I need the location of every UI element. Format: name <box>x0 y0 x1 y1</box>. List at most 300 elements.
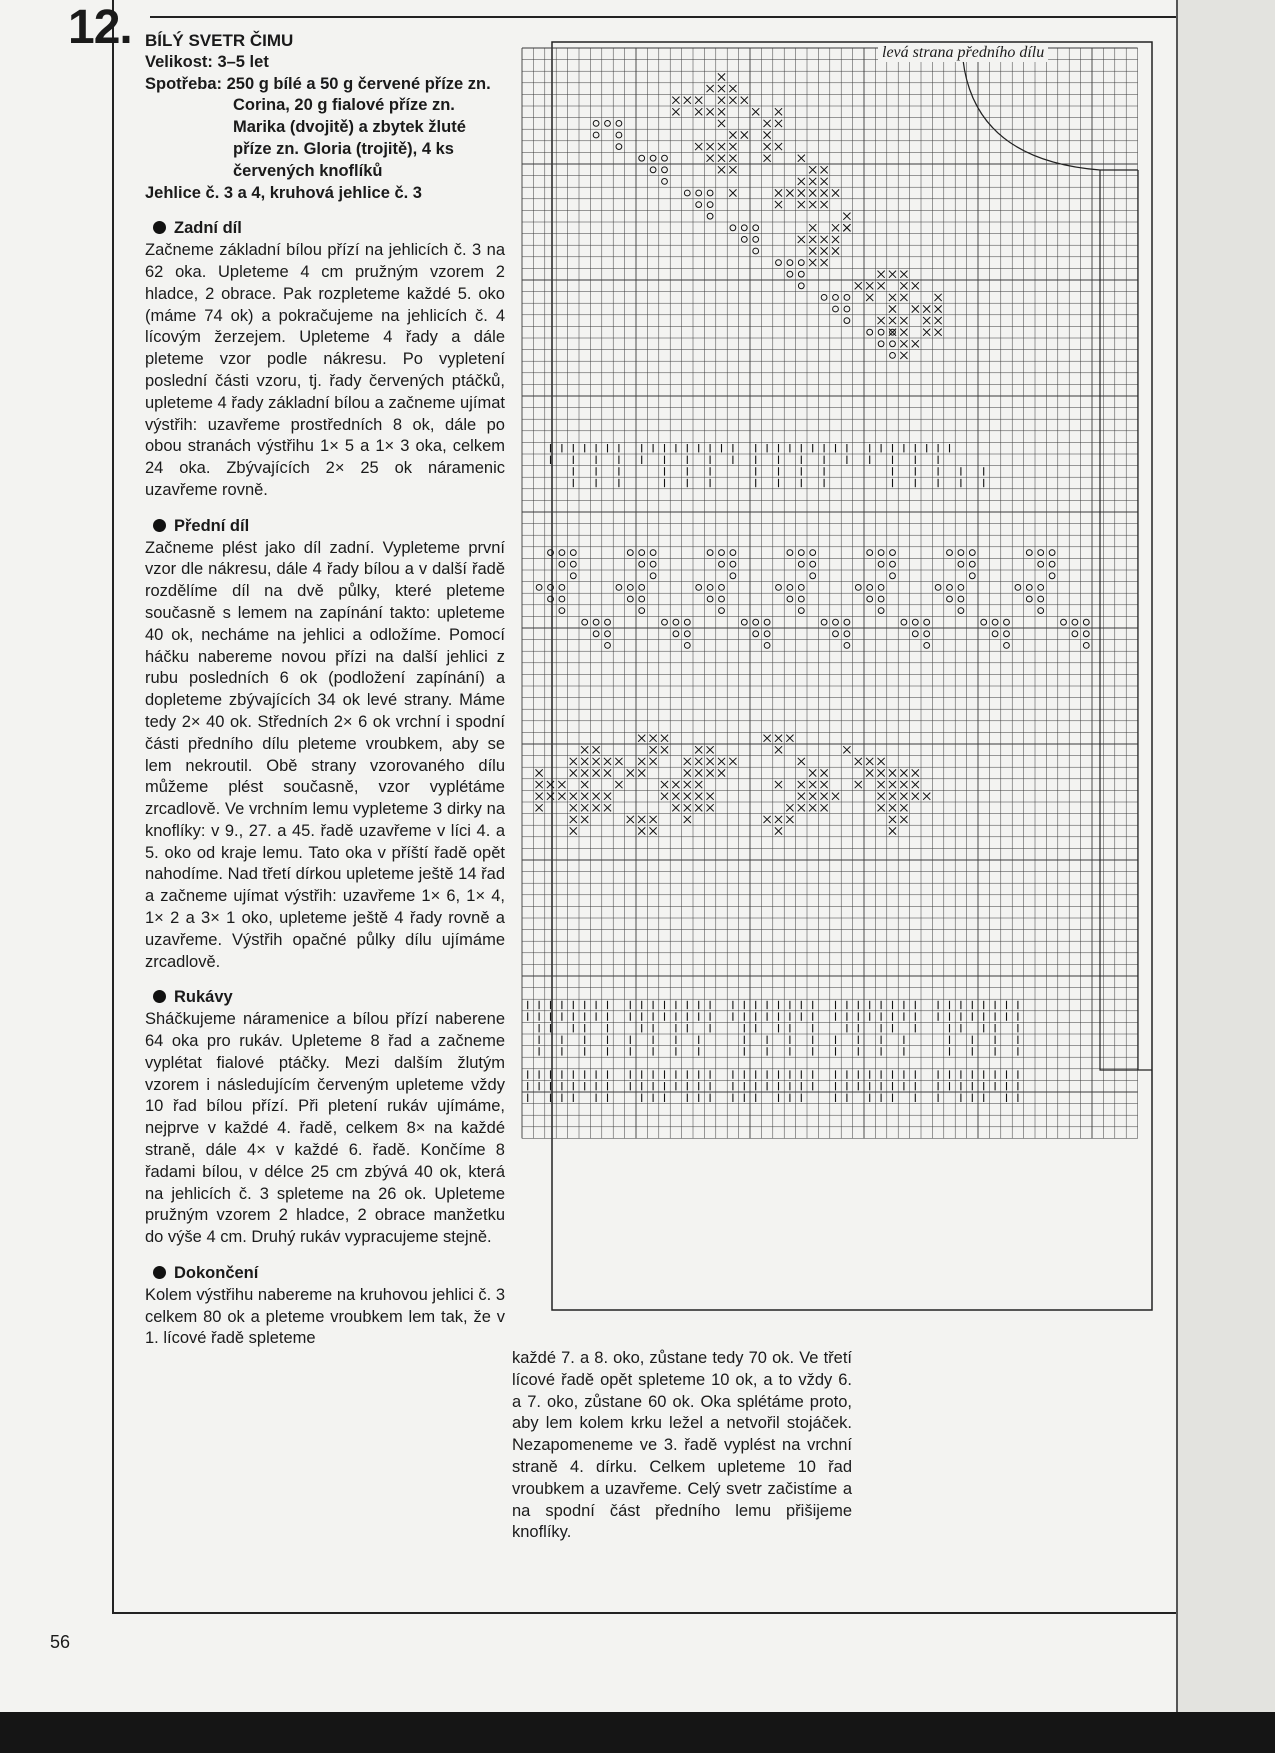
stitch-mark-purple <box>730 573 736 579</box>
stitch-mark-purple <box>673 631 679 637</box>
stitch-mark-purple <box>1049 561 1055 567</box>
stitch-mark-red <box>707 804 714 811</box>
stitch-mark-red <box>661 781 668 788</box>
stitch-mark-purple <box>559 585 565 591</box>
stitch-mark-red <box>775 735 782 742</box>
stitch-mark-purple <box>844 643 850 649</box>
stitch-mark-purple <box>947 550 953 556</box>
stitch-mark-purple <box>605 643 611 649</box>
stitch-mark-purple <box>1072 619 1078 625</box>
stitch-mark-purple <box>696 202 702 208</box>
stitch-mark-red <box>900 329 907 336</box>
stitch-mark-red <box>695 108 702 115</box>
stitch-mark-purple <box>570 573 576 579</box>
stitch-mark-purple <box>878 585 884 591</box>
stitch-mark-purple <box>616 132 622 138</box>
stitch-mark-red <box>900 317 907 324</box>
stitch-mark-purple <box>650 550 656 556</box>
stitch-mark-red <box>878 781 885 788</box>
stitch-mark-red <box>798 236 805 243</box>
stitch-mark-red <box>900 271 907 278</box>
stitch-mark-red <box>809 178 816 185</box>
stitch-mark-purple <box>867 550 873 556</box>
stitch-mark-red <box>786 804 793 811</box>
stitch-mark-red <box>729 758 736 765</box>
stitch-mark-red <box>581 781 588 788</box>
stitch-mark-purple <box>981 619 987 625</box>
size-line: Velikost: 3–5 let <box>145 52 269 71</box>
stitch-mark-red <box>821 236 828 243</box>
stitch-mark-red <box>638 735 645 742</box>
stitch-mark-red <box>684 758 691 765</box>
stitch-mark-red <box>809 247 816 254</box>
stitch-mark-red <box>707 746 714 753</box>
stitch-mark-red <box>718 97 725 104</box>
stitch-mark-red <box>923 317 930 324</box>
stitch-mark-red <box>661 793 668 800</box>
stitch-mark-purple <box>559 550 565 556</box>
stitch-mark-red <box>786 189 793 196</box>
stitch-mark-purple <box>787 260 793 266</box>
stitch-mark-purple <box>912 631 918 637</box>
stitch-mark-red <box>684 804 691 811</box>
stitch-mark-red <box>741 131 748 138</box>
stitch-mark-purple <box>582 619 588 625</box>
stitch-mark-purple <box>707 585 713 591</box>
stitch-mark-red <box>536 781 543 788</box>
stitch-mark-red <box>615 758 622 765</box>
stitch-mark-red <box>604 769 611 776</box>
stitch-mark-red <box>729 97 736 104</box>
stitch-mark-purple <box>650 155 656 161</box>
stitch-mark-red <box>889 294 896 301</box>
stitch-mark-purple <box>719 608 725 614</box>
stitch-mark-purple <box>616 585 622 591</box>
stitch-mark-red <box>809 793 816 800</box>
section-text: Začneme plést jako díl zadní. Vypleteme první vzor dle nákresu, dále 4 řady bílou a v další řadě rozdělíme díl na dvě půlky, které pleteme současně s lemem na zapínání takto: upleteme 40 ok, necháme na jehlici a odložíme. Pomocí háčku nabereme novou přízi na další jehlici z rubu posledních 6 ok (podložení zapínání) a dopleteme zbývajících 34 ok levé strany. Máme tedy 2× 40 ok. Středních 2× 6 ok vrchní i spodní části předního dílu pleteme vroubkem, aby se lem nekroutil. Obě strany vzorovaného dílu můžeme plést současně, vzor vyplétáme zrcadlově. Ve vrchním lemu vypleteme 3 dirky na knoflíky: v 9., 27. a 45. řadě uzavřeme v líci 4. a 5. oko od kraje lemu. Tato oka v příští řadě opět nahodíme. Nad třetí dírkou upleteme ještě 14 řad a začneme ujímat výstřih: uzavřeme 1× 6, 1× 4, 1× 2 a 3× 1 oko, upleteme ještě 4 řady rovně a uzavřeme. Výstřih opačné půlky dílu ujímáme zrcadlově. <box>145 538 505 971</box>
stitch-mark-red <box>570 769 577 776</box>
stitch-mark-red <box>889 827 896 834</box>
stitch-mark-purple <box>753 237 759 243</box>
stitch-mark-purple <box>798 608 804 614</box>
stitch-mark-purple <box>924 643 930 649</box>
stitch-mark-red <box>558 781 565 788</box>
stitch-mark-red <box>912 793 919 800</box>
stitch-mark-purple <box>639 585 645 591</box>
stitch-mark-purple <box>650 167 656 173</box>
stitch-mark-red <box>775 143 782 150</box>
stitch-mark-red <box>638 816 645 823</box>
stitch-mark-red <box>638 769 645 776</box>
stitch-mark-red <box>707 758 714 765</box>
stitch-mark-red <box>661 735 668 742</box>
stitch-mark-red <box>684 793 691 800</box>
stitch-mark-red <box>900 340 907 347</box>
stitch-mark-purple <box>947 585 953 591</box>
stitch-mark-red <box>604 804 611 811</box>
stitch-mark-red <box>798 781 805 788</box>
stitch-mark-purple <box>730 550 736 556</box>
stitch-mark-red <box>536 804 543 811</box>
stitch-mark-red <box>878 282 885 289</box>
stitch-mark-purple <box>810 573 816 579</box>
stitch-mark-red <box>729 166 736 173</box>
stitch-mark-purple <box>798 596 804 602</box>
stitch-mark-red <box>923 793 930 800</box>
stitch-mark-red <box>581 804 588 811</box>
section-heading: Zadní díl <box>145 218 505 240</box>
stitch-mark-red <box>718 769 725 776</box>
stitch-mark-purple <box>684 643 690 649</box>
stitch-mark-red <box>695 758 702 765</box>
stitch-mark-red <box>695 97 702 104</box>
stitch-mark-purple <box>890 561 896 567</box>
stitch-mark-red <box>707 769 714 776</box>
stitch-mark-purple <box>730 225 736 231</box>
stitch-mark-red <box>821 781 828 788</box>
stitch-mark-purple <box>924 619 930 625</box>
stitch-mark-purple <box>969 561 975 567</box>
stitch-mark-red <box>547 781 554 788</box>
stitch-mark-red <box>878 793 885 800</box>
stitch-mark-red <box>650 827 657 834</box>
stitch-mark-purple <box>821 619 827 625</box>
stitch-mark-red <box>638 827 645 834</box>
stitch-mark-purple <box>753 225 759 231</box>
stitch-mark-purple <box>605 619 611 625</box>
stitch-mark-red <box>866 769 873 776</box>
stitch-mark-purple <box>912 619 918 625</box>
stitch-mark-purple <box>798 585 804 591</box>
stitch-mark-red <box>672 781 679 788</box>
stitch-mark-purple <box>639 596 645 602</box>
stitch-mark-red <box>775 189 782 196</box>
stitch-mark-red <box>798 189 805 196</box>
stitch-mark-purple <box>684 190 690 196</box>
stitch-mark-purple <box>992 619 998 625</box>
stitch-mark-purple <box>844 631 850 637</box>
consumption-line: Spotřeba: 250 g bílé a 50 g červené příze zn. Corina, 20 g fialové příze zn. Marika (dvojitě) a zbytek žluté příze zn. Gloria (trojitě), 4 ks červených knoflíků <box>145 74 491 180</box>
stitch-mark-red <box>775 816 782 823</box>
stitch-mark-purple <box>878 561 884 567</box>
stitch-mark-purple <box>798 550 804 556</box>
stitch-mark-red <box>912 282 919 289</box>
stitch-mark-red <box>809 201 816 208</box>
stitch-mark-purple <box>593 132 599 138</box>
stitch-mark-red <box>650 735 657 742</box>
stitch-mark-red <box>912 769 919 776</box>
stitch-mark-red <box>809 804 816 811</box>
stitch-mark-purple <box>707 596 713 602</box>
stitch-mark-red <box>729 143 736 150</box>
stitch-mark-red <box>878 271 885 278</box>
stitch-mark-purple <box>1083 619 1089 625</box>
stitch-mark-red <box>650 816 657 823</box>
stitch-mark-red <box>764 735 771 742</box>
stitch-mark-purple <box>741 619 747 625</box>
stitch-mark-red <box>627 816 634 823</box>
stitch-mark-red <box>672 97 679 104</box>
stitch-mark-purple <box>787 271 793 277</box>
stitch-mark-red <box>570 804 577 811</box>
stitch-mark-purple <box>878 329 884 335</box>
stitch-mark-red <box>695 781 702 788</box>
stitch-mark-red <box>889 804 896 811</box>
stitch-mark-red <box>695 804 702 811</box>
stitch-mark-red <box>593 769 600 776</box>
stitch-mark-purple <box>878 550 884 556</box>
stitch-mark-purple <box>867 596 873 602</box>
stitch-mark-purple <box>890 353 896 359</box>
stitch-mark-red <box>581 746 588 753</box>
stitch-mark-red <box>581 816 588 823</box>
stitch-mark-red <box>707 108 714 115</box>
stitch-mark-purple <box>1004 643 1010 649</box>
stitch-mark-red <box>855 758 862 765</box>
stitch-mark-red <box>889 769 896 776</box>
stitch-mark-red <box>764 143 771 150</box>
stitch-mark-purple <box>798 260 804 266</box>
stitch-mark-purple <box>821 295 827 301</box>
stitch-mark-purple <box>833 631 839 637</box>
stitch-mark-purple <box>719 596 725 602</box>
stitch-mark-purple <box>878 596 884 602</box>
stitch-mark-purple <box>867 329 873 335</box>
stitch-mark-purple <box>707 213 713 219</box>
stitch-mark-purple <box>890 573 896 579</box>
stitch-mark-red <box>889 781 896 788</box>
stitch-mark-purple <box>958 596 964 602</box>
stitch-mark-red <box>707 155 714 162</box>
chart-label: levá strana předního dílu <box>878 44 1048 62</box>
stitch-mark-purple <box>1049 573 1055 579</box>
stitch-mark-purple <box>593 619 599 625</box>
stitch-mark-red <box>900 352 907 359</box>
needles-line: Jehlice č. 3 a 4, kruhová jehlice č. 3 <box>145 183 422 202</box>
stitch-mark-red <box>718 73 725 80</box>
stitch-mark-purple <box>662 619 668 625</box>
stitch-mark-red <box>866 282 873 289</box>
stitch-mark-purple <box>890 550 896 556</box>
stitch-mark-red <box>570 758 577 765</box>
stitch-mark-purple <box>764 643 770 649</box>
stitch-mark-red <box>821 804 828 811</box>
stitch-mark-purple <box>844 306 850 312</box>
stitch-mark-purple <box>1038 585 1044 591</box>
stitch-mark-purple <box>958 550 964 556</box>
stitch-mark-purple <box>593 631 599 637</box>
stitch-mark-purple <box>741 225 747 231</box>
stitch-mark-red <box>558 793 565 800</box>
stitch-mark-red <box>923 329 930 336</box>
stitch-mark-purple <box>947 596 953 602</box>
stitch-mark-purple <box>707 190 713 196</box>
stitch-mark-red <box>832 793 839 800</box>
stitch-mark-red <box>707 85 714 92</box>
stitch-mark-red <box>695 143 702 150</box>
stitch-mark-purple <box>650 573 656 579</box>
stitch-mark-red <box>695 793 702 800</box>
article-number: 12. <box>68 1 132 54</box>
stitch-mark-red <box>604 793 611 800</box>
stitch-mark-purple <box>798 283 804 289</box>
stitch-mark-purple <box>719 550 725 556</box>
stitch-mark-purple <box>1083 643 1089 649</box>
stitch-mark-red <box>764 120 771 127</box>
stitch-mark-red <box>866 758 873 765</box>
stitch-mark-red <box>878 758 885 765</box>
stitch-mark-red <box>843 746 850 753</box>
stitch-mark-red <box>581 793 588 800</box>
stitch-mark-purple <box>787 585 793 591</box>
stitch-mark-red <box>638 758 645 765</box>
stitch-mark-red <box>729 131 736 138</box>
stitch-mark-purple <box>753 619 759 625</box>
article-title: BÍLÝ SVETR ČIMU <box>145 31 294 50</box>
stitch-mark-red <box>718 85 725 92</box>
stitch-mark-purple <box>1072 631 1078 637</box>
stitch-mark-purple <box>764 619 770 625</box>
section-heading: Přední díl <box>145 516 505 538</box>
stitch-mark-red <box>615 781 622 788</box>
stitch-mark-red <box>775 781 782 788</box>
stitch-mark-red <box>935 317 942 324</box>
stitch-mark-red <box>809 259 816 266</box>
stitch-mark-red <box>912 340 919 347</box>
stitch-mark-purple <box>1026 596 1032 602</box>
stitch-mark-red <box>900 793 907 800</box>
stitch-mark-red <box>718 108 725 115</box>
stitch-mark-purple <box>1038 550 1044 556</box>
stitch-mark-red <box>604 758 611 765</box>
stitch-mark-purple <box>855 585 861 591</box>
stitch-mark-purple <box>627 550 633 556</box>
stitch-mark-purple <box>696 585 702 591</box>
stitch-mark-red <box>672 793 679 800</box>
stitch-mark-purple <box>707 202 713 208</box>
stitch-mark-purple <box>593 121 599 127</box>
stitch-mark-purple <box>958 608 964 614</box>
stitch-mark-red <box>935 329 942 336</box>
stitch-mark-red <box>707 793 714 800</box>
stitch-mark-red <box>821 189 828 196</box>
stitch-mark-purple <box>776 260 782 266</box>
stitch-mark-red <box>741 97 748 104</box>
stitch-mark-purple <box>935 585 941 591</box>
chart-frame <box>552 42 1152 1310</box>
stitch-mark-red <box>581 769 588 776</box>
stitch-mark-red <box>775 120 782 127</box>
stitch-mark-red <box>684 816 691 823</box>
page-number: 56 <box>50 1632 71 1652</box>
stitch-mark-red <box>729 189 736 196</box>
stitch-mark-purple <box>559 608 565 614</box>
stitch-mark-purple <box>901 619 907 625</box>
stitch-mark-red <box>900 282 907 289</box>
continuation-text: každé 7. a 8. oko, zůstane tedy 70 ok. Ve třetí lícové řadě opět spleteme 10 ok, a to vždy 6. a 7. oko, zůstane 60 ok. Oka splétáme proto, aby lem kolem krku ležel a netvořil stojáček. Nezapomeneme ve 3. řadě vyplést na vrchní straně 4. dírku. Celkem upleteme 10 řad vroubkem a uzavřeme. Celý svetr začistíme a na spodní část předního lemu přišijeme knoflíky. <box>512 1349 852 1542</box>
stitch-mark-red <box>570 816 577 823</box>
stitch-mark-red <box>786 816 793 823</box>
stitch-mark-red <box>672 108 679 115</box>
stitch-mark-purple <box>810 550 816 556</box>
stitch-mark-red <box>900 816 907 823</box>
stitch-mark-red <box>809 224 816 231</box>
stitch-mark-purple <box>639 155 645 161</box>
stitch-mark-purple <box>1049 550 1055 556</box>
stitch-mark-red <box>764 155 771 162</box>
section-text: Sháčkujeme náramenice a bílou přízí naberene 64 oka pro rukáv. Upleteme 8 řad a začneme vyplétat fialové ptáčky. Mezi dalším žlutým vzorem i následujícím červeným upleteme vždy 10 řad bílou přízí. Při pletení rukáv ujímáme, nejprve v každé 4. řadě, celkem 8× na každé straně, dále 4× v každé 6. řadě. Končíme 8 řadami bílou, v délce 25 cm zbývá 40 ok, která na jehlicích č. 3 spleteme na 26 ok. Upleteme pružným vzorem 2 hladce, 2 obrace manžetku do výše 4 cm. Druhý rukáv vypracujeme stejně. <box>145 1010 505 1247</box>
stitch-mark-purple <box>1026 550 1032 556</box>
stitch-mark-red <box>775 827 782 834</box>
stitch-mark-red <box>809 189 816 196</box>
stitch-mark-red <box>672 804 679 811</box>
stitch-mark-purple <box>559 561 565 567</box>
stitch-mark-red <box>935 305 942 312</box>
continuation-column <box>512 1348 852 1544</box>
stitch-mark-purple <box>1083 631 1089 637</box>
section-text: Začneme základní bílou přízí na jehlicích č. 3 na 62 oka. Upleteme 4 cm pružným vzorem 2 hladce, 2 obrace. Pak rozpleteme každé 5. oko (máme 74 ok) a pokračujeme na jehlicích č. 4 lícovým žerzejem. Upleteme 4 řady a dále pleteme vzor podle nákresu. Po vypletení poslední části vzoru, tj. řady červených ptáčků, upleteme 4 řady základní bílou a začneme ujímat výstřih: uzavřeme prostředních 8 ok, dále po obou stranách výstřihu 1× 5 a 1× 3 oka, celkem 24 oka. Zbývajících 2× 25 ok náramenic uzavřeme rovně. <box>145 241 505 499</box>
stitch-mark-red <box>832 236 839 243</box>
stitch-mark-red <box>855 282 862 289</box>
stitch-mark-red <box>889 271 896 278</box>
stitch-mark-red <box>718 143 725 150</box>
stitch-mark-red <box>889 305 896 312</box>
stitch-mark-red <box>775 201 782 208</box>
stitch-mark-purple <box>1038 596 1044 602</box>
stitch-mark-red <box>832 224 839 231</box>
stitch-mark-red <box>821 769 828 776</box>
stitch-mark-purple <box>833 619 839 625</box>
stitch-mark-red <box>593 746 600 753</box>
stitch-mark-red <box>695 746 702 753</box>
stitch-mark-purple <box>1061 619 1067 625</box>
stitch-mark-purple <box>969 573 975 579</box>
stitch-mark-purple <box>1038 561 1044 567</box>
stitch-mark-purple <box>639 550 645 556</box>
stitch-mark-red <box>593 804 600 811</box>
stitch-mark-red <box>900 769 907 776</box>
stitch-mark-red <box>900 781 907 788</box>
stitch-mark-purple <box>924 631 930 637</box>
stitch-mark-red <box>821 793 828 800</box>
stitch-mark-red <box>627 769 634 776</box>
stitch-mark-purple <box>730 561 736 567</box>
stitch-mark-red <box>684 97 691 104</box>
stitch-mark-red <box>798 804 805 811</box>
stitch-mark-red <box>775 746 782 753</box>
section-text: Kolem výstřihu nabereme na kruhovou jehlici č. 3 celkem 80 ok a pleteme vroubkem lem tak, že v 1. lícové řadě spleteme <box>145 1285 505 1348</box>
stitch-mark-purple <box>639 561 645 567</box>
stitch-mark-purple <box>741 237 747 243</box>
stitch-mark-purple <box>844 318 850 324</box>
stitch-mark-purple <box>650 561 656 567</box>
stitch-mark-purple <box>662 179 668 185</box>
stitch-mark-red <box>878 769 885 776</box>
stitch-mark-purple <box>958 561 964 567</box>
stitch-mark-red <box>593 793 600 800</box>
stitch-mark-red <box>650 746 657 753</box>
stitch-mark-red <box>866 294 873 301</box>
stitch-mark-red <box>889 793 896 800</box>
stitch-mark-red <box>832 189 839 196</box>
stitch-mark-purple <box>684 619 690 625</box>
stitch-mark-red <box>843 224 850 231</box>
stitch-mark-red <box>821 178 828 185</box>
stitch-mark-purple <box>1038 608 1044 614</box>
stitch-mark-purple <box>753 248 759 254</box>
stitch-mark-purple <box>639 608 645 614</box>
stitch-mark-red <box>684 781 691 788</box>
